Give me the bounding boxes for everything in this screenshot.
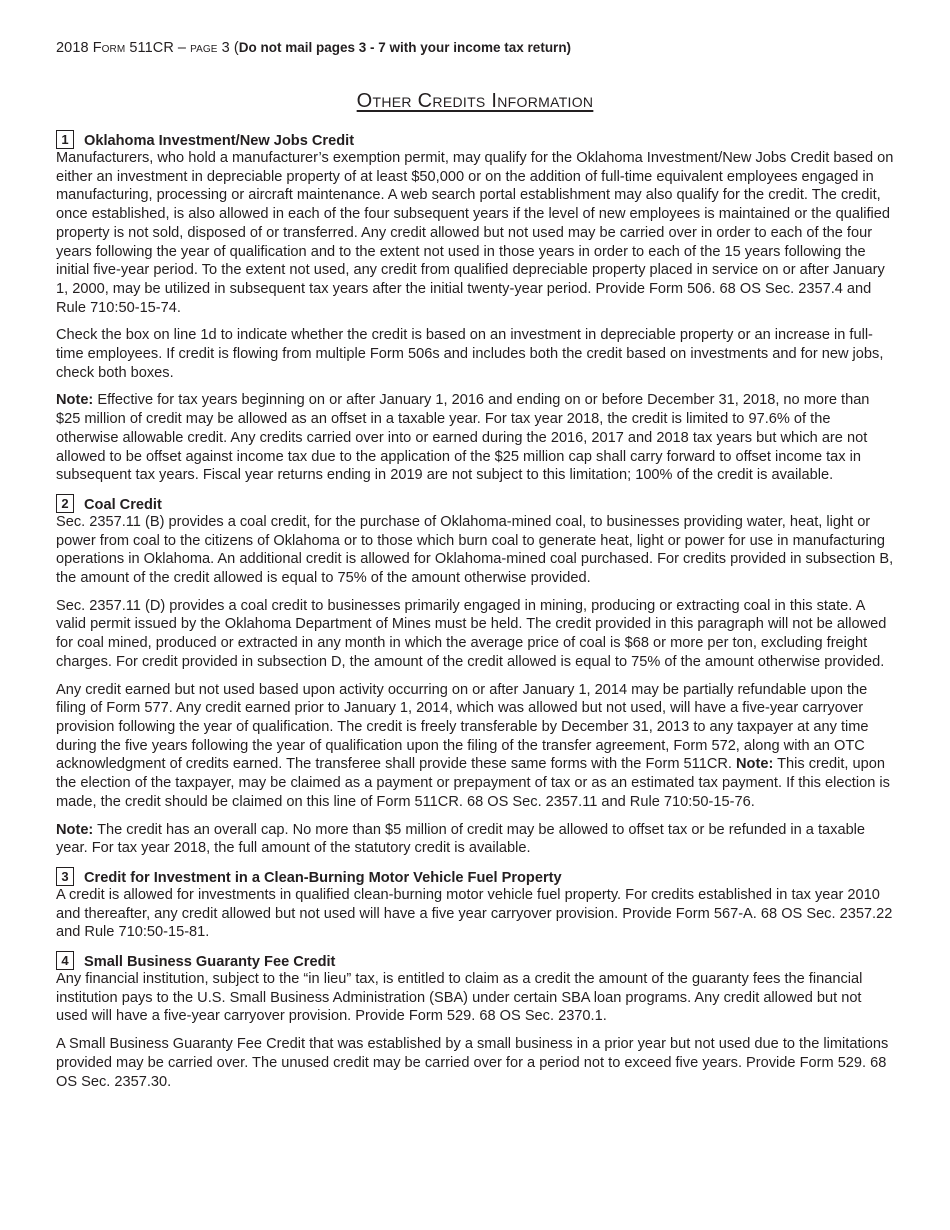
- section-investment-new-jobs: [56, 130, 894, 485]
- section-heading: [56, 867, 894, 886]
- section-heading: [56, 130, 894, 149]
- section-coal-credit: [56, 494, 894, 858]
- credits-content: [56, 124, 894, 1100]
- page-word: page: [190, 40, 218, 56]
- section-number-box: 1: [56, 130, 74, 149]
- section-title: Oklahoma Investment/New Jobs Credit: [84, 133, 355, 149]
- section-title: Small Business Guaranty Fee Credit: [84, 954, 336, 971]
- section-note-paragraph: [56, 391, 894, 485]
- form-year: 2018: [56, 40, 89, 56]
- section-paragraph: A Small Business Guaranty Fee Credit that was established by a small business in a prior year but not used due to the limitations provided may be carried over. The unused credit may be carried over for a period not to exceed five years. Provide Form 529. 68 OS Sec. 2357.30.: [56, 1036, 889, 1090]
- section-note-paragraph: [56, 821, 894, 858]
- mailing-instruction: Do not mail pages 3 - 7 with your income tax return): [238, 40, 572, 55]
- section-paragraph: [56, 681, 894, 812]
- header-dash: –: [177, 40, 187, 56]
- section-small-business-guaranty: [56, 951, 894, 1091]
- section-paragraph: Sec. 2357.11 (D) provides a coal credit to businesses primarily engaged in mining, producing or extracting coal in this state. A valid permit issued by the Oklahoma Department of Mines must be held. The credit provided in this paragraph will not be allowed for coal mined, produced or extracted in any month in which the average price of coal is $68 or more per ton, excluding freight charges. For credit provided in subsection D, the amount of the credit allowed is equal to 75% of the amount otherwise provided.: [56, 597, 887, 670]
- note-label: Note:: [56, 392, 94, 409]
- section-number-box: 2: [56, 494, 74, 513]
- section-number-box: 4: [56, 951, 74, 970]
- section-paragraph: Check the box on line 1d to indicate whether the credit is based on an investment in depreciable property or an increase in full-time employees. If credit is flowing from multiple Form 506s and includes both the credit based on investments and for new jobs, check both boxes.: [56, 327, 884, 381]
- note-label: Note:: [56, 821, 94, 838]
- page-header: [56, 40, 571, 56]
- section-title: Coal Credit: [84, 496, 162, 513]
- section-paragraph: Sec. 2357.11 (B) provides a coal credit, for the purchase of Oklahoma-mined coal, to businesses providing water, heat, light or power from coal to the citizens of Oklahoma or to those which burn coal to generate heat, light or power for use in manufacturing operations in Oklahoma. An additional credit is allowed for Oklahoma-mined coal purchased. For credits provided in subsection B, the amount of the credit allowed is equal to 75% of the amount otherwise provided.: [56, 513, 894, 587]
- page-number: 3: [221, 40, 230, 56]
- header-open-paren: (: [233, 40, 239, 56]
- section-clean-burning-fuel: [56, 867, 894, 942]
- note-text: This credit, upon the election of the taxpayer, may be claimed as a payment or prepayment of tax or as an estimated tax payment. If this election is made, the credit should be claimed on this line of Form 511CR. 68 OS Sec. 2357.11 and Rule 710:50-15-76.: [56, 756, 890, 810]
- section-heading: [56, 951, 894, 970]
- note-label: Note:: [736, 756, 774, 773]
- note-text: Effective for tax years beginning on or after January 1, 2016 and ending on or before December 31, 2018, no more than $25 million of credit may be allowed as an offset in a taxable year. For tax year 2018, the credit is limited to 97.6% of the otherwise allowable credit. Any credits carried over into or earned during the 2016, 2017 and 2018 tax years but which are not allowed to be offset against income tax due to the application of the $25 million cap shall carry forward to offset income tax in subsequent tax years. Fiscal year returns ending in 2019 are not subject to this limitation; 100% of the credit is available.: [56, 392, 870, 484]
- section-paragraph: Manufacturers, who hold a manufacturer’s exemption permit, may qualify for the Oklahoma Investment/New Jobs Credit based on either an investment in depreciable property of at least $50,000 or on the addition of full-time equivalent employees engaged in manufacturing, processing or aircraft maintenance. A web search portal establishment may also qualify for the credit. The credit, once established, is also allowed in each of the four subsequent years if the level of new employees is maintained or the qualified property is not sold, disposed of or transferred. Any credit allowed but not used may be carried over in order to each of the four years following the year of qualification and to the extent not used in those years in order to each of the 15 years following the initial five-year period. To the extent not used, any credit from qualified depreciable property placed in service on or after January 1, 2000, may be utilized in subsequent tax years after the initial twenty-year period. Provide Form 506. 68 OS Sec. 2357.4 and Rule 710:50-15-74.: [56, 150, 894, 316]
- note-text: The credit has an overall cap. No more than $5 million of credit may be allowed to offset tax or be refunded in a taxable year. For tax year 2018, the full amount of the statutory credit is available.: [56, 821, 866, 857]
- form-word: Form: [92, 40, 126, 56]
- page-title: Other Credits Information: [356, 90, 594, 112]
- section-heading: [56, 494, 894, 513]
- section-paragraph: Any financial institution, subject to the “in lieu” tax, is entitled to claim as a credit the amount of the guaranty fees the financial institution pays to the U.S. Small Business Administration (SBA) under certain SBA loan programs. Any credit allowed but not used will have a five-year carryover provision. Provide Form 529. 68 OS Sec. 2370.1.: [56, 971, 863, 1025]
- paragraph-text: Any credit earned but not used based upon activity occurring on or after January 1, 2014 may be partially refundable upon the filing of Form 577. Any credit earned prior to January 1, 2014, which was allowed but not used, will have a five-year carryover provision following the year of qualification. The credit is freely transferable by December 31, 2013 to any taxpayer at any time during the five years following the year of qualification upon the filing of the transfer agreement, Form 572, along with an OTC acknowledgment of credits earned. The transferee shall provide these same forms with the Form 511CR.: [56, 681, 869, 773]
- form-number: 511CR: [129, 40, 174, 56]
- section-number-box: 3: [56, 867, 74, 886]
- section-title: Credit for Investment in a Clean-Burning Motor Vehicle Fuel Property: [84, 869, 562, 886]
- section-paragraph: A credit is allowed for investments in qualified clean-burning motor vehicle fuel property. For credits established in tax year 2010 and thereafter, any credit allowed but not used will have a five year carryover provision. Provide Form 567-A. 68 OS Sec. 2357.22 and Rule 710:50-15-81.: [56, 886, 893, 941]
